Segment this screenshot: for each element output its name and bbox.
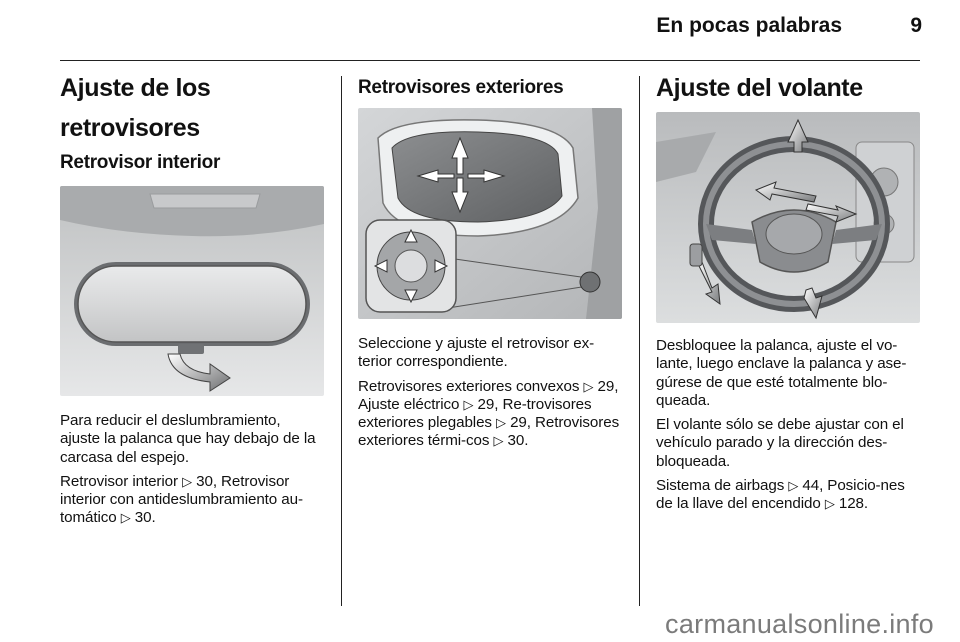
reference-arrow-icon: ▷ (583, 378, 594, 394)
reference-arrow-icon: ▷ (496, 415, 506, 431)
subheading-interior-mirror: Retrovisor interior (60, 152, 221, 173)
column-divider-right (639, 76, 640, 606)
page-reference: 44 (802, 477, 820, 495)
reference-arrow-icon: ▷ (788, 478, 799, 494)
page-number: 9 (910, 14, 922, 37)
page-reference: 30 (134, 509, 152, 527)
paragraph-exterior-mirror-references: Retrovisores exteriores convexos ▷ 29, Ajuste eléctrico ▷ 29, Re-trovisores exteriores plegables ▷ 29, Retrovisores exteriores térmi-cos ▷ 30. (358, 377, 620, 450)
paragraph-interior-mirror-references: Retrovisor interior ▷ 30, Retrovisor interior con antideslumbramiento au-tomático ▷ 30. (60, 472, 303, 527)
reference-arrow-icon: ▷ (182, 473, 192, 489)
exterior-mirror-illustration (358, 108, 622, 319)
interior-mirror-illustration (60, 186, 324, 396)
page-reference: 30 (196, 472, 213, 490)
section-heading-mirrors: Ajuste de los retrovisores (60, 74, 211, 142)
paragraph-steering-wheel-references: Sistema de airbags ▷ 44, Posicio-nes de la llave del encendido ▷ 128. (656, 477, 905, 513)
paragraph-steering-wheel-instructions: Desbloquee la palanca, ajuste el vo-lante, luego enclave la palanca y ase-gúrese de que esté totalmente blo-queada. (656, 337, 907, 409)
page-reference: 29 (597, 377, 615, 395)
watermark: carmanualsonline.info (665, 609, 934, 639)
paragraph-interior-mirror-instructions: Para reducir el deslumbramiento, ajuste la palanca que hay debajo de la carcasa del espejo. (60, 412, 316, 466)
column-interior-mirror (60, 68, 324, 534)
page-reference: 30 (507, 432, 525, 450)
reference-arrow-icon: ▷ (120, 510, 131, 526)
section-heading-exterior-mirrors: Retrovisores exteriores (358, 77, 564, 98)
reference-arrow-icon: ▷ (493, 433, 504, 449)
page-reference: 128 (838, 495, 864, 513)
reference-arrow-icon: ▷ (824, 496, 835, 512)
reference-arrow-icon: ▷ (463, 396, 474, 412)
page-reference: 29 (510, 414, 527, 432)
column-exterior-mirrors (358, 68, 623, 457)
section-heading-steering-wheel: Ajuste del volante (656, 74, 863, 102)
paragraph-exterior-mirror-instructions: Seleccione y ajuste el retrovisor ex-terior correspondiente. (358, 335, 595, 371)
paragraph-steering-wheel-warning: El volante sólo se debe ajustar con el vehículo parado y la dirección des-bloqueada. (656, 416, 904, 470)
column-steering-wheel (656, 68, 922, 520)
column-divider-left (341, 76, 342, 606)
header-rule (60, 60, 920, 61)
header-title: En pocas palabras (656, 14, 842, 37)
steering-wheel-illustration (656, 112, 920, 323)
page-reference: 29 (477, 395, 495, 413)
